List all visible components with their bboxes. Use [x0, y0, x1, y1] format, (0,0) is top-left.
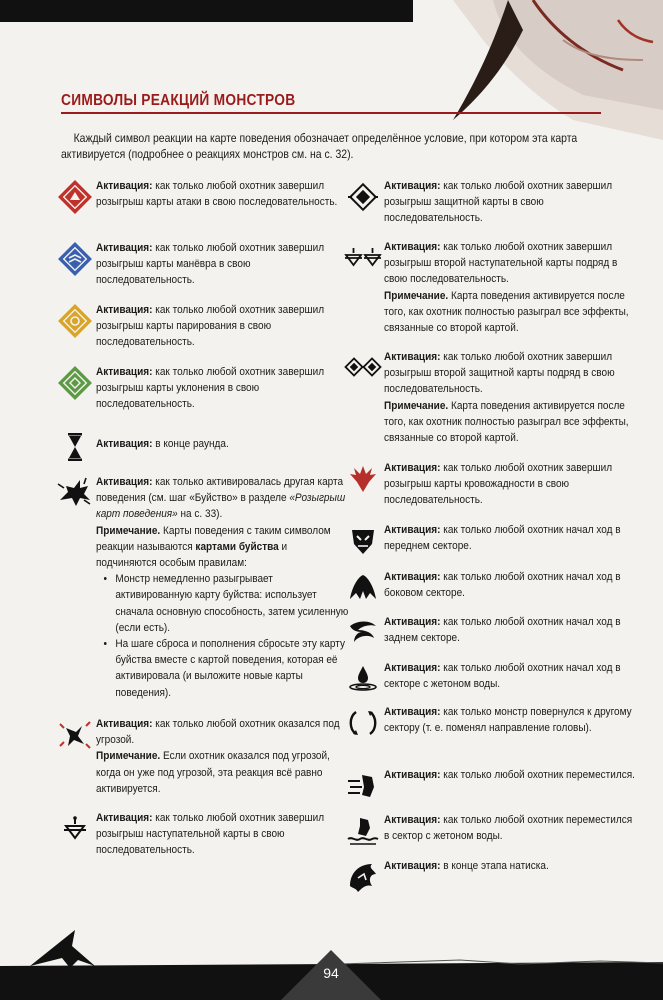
activation-label: Активация: — [384, 524, 441, 536]
defensive-card-icon — [344, 178, 382, 216]
water-token-icon — [344, 660, 382, 698]
reaction-text: как только любой охотник переместился в сектор с жетоном воды. — [384, 814, 633, 843]
reaction-text: как только любой охотник завершил розыгрыш карты манёвра в свою последовательность. — [96, 242, 325, 287]
top-border-band — [0, 0, 470, 22]
activation-label: Активация: — [96, 304, 153, 316]
activation-label: Активация: — [384, 571, 441, 583]
reaction-text: как только любой охотник завершил розыгрыш наступательной карты в свою последовательность. — [96, 812, 325, 857]
reaction-text: как только активировалась другая карта поведения (см. шаг «Буйство» в разделе — [96, 476, 344, 505]
activation-label: Активация: — [384, 616, 441, 628]
yellow-diamond-parry-icon — [56, 302, 94, 340]
hourglass-icon — [56, 428, 94, 466]
title-underline — [61, 112, 601, 114]
activation-label: Активация: — [384, 351, 441, 363]
list-item: • На шаге сброса и пополнения сбросьте эту карту буйства вместе с картой поведения, которая её активировала (и выложите новые карты поведения). — [115, 636, 348, 701]
activation-label: Активация: — [96, 438, 153, 450]
reaction-text: в конце этапа натиска. — [443, 860, 549, 872]
reaction-text: как только любой охотник завершил розыгрыш карты уклонения в свою последовательность. — [96, 366, 325, 411]
activation-label: Активация: — [96, 812, 153, 824]
reaction-text: как только любой охотник переместился. — [443, 769, 635, 781]
reaction-text: в конце раунда. — [155, 438, 229, 450]
note-label: Примечание. — [384, 289, 449, 302]
activation-label: Активация: — [384, 662, 441, 674]
note-text: Карта поведения активируется после того, как охотник полностью разыграл все эффекты, связанные со второй картой. — [384, 289, 629, 335]
activation-label: Активация: — [384, 769, 441, 781]
note-label: Примечание. — [96, 524, 161, 537]
reaction-text: как только любой охотник начал ход в заднем секторе. — [384, 616, 621, 645]
monster-turn-icon — [344, 704, 382, 742]
activation-label: Активация: — [384, 860, 441, 872]
note-text-bold: картами буйства — [195, 540, 279, 553]
reaction-text: как только любой охотник завершил розыгрыш защитной карты в свою последовательность. — [384, 180, 613, 225]
reaction-text: как только любой охотник завершил розыгрыш второй наступательной карты подряд в свою последовательность. — [384, 241, 618, 286]
note-text: Если охотник оказался под угрозой, когда он уже под угрозой, эта реакция всё равно активируется. — [96, 750, 330, 795]
red-diamond-attack-icon — [56, 178, 94, 216]
activation-label: Активация: — [96, 366, 153, 378]
note-text: Карта поведения активируется после того, как охотник полностью разыграл все эффекты, связанные со второй картой. — [384, 399, 629, 445]
activation-label: Активация: — [96, 718, 153, 730]
side-sector-icon — [344, 569, 382, 607]
monster-art-corner — [413, 0, 663, 140]
blue-diamond-maneuver-icon — [56, 240, 94, 278]
activation-label: Активация: — [384, 706, 441, 718]
double-defensive-icon — [344, 349, 382, 387]
activation-label: Активация: — [96, 180, 153, 192]
monster-rampage-icon — [56, 474, 94, 512]
reaction-text: как только монстр повернулся к другому сектору (т. е. поменял направление головы). — [384, 706, 632, 735]
rampage-rules-list — [96, 571, 349, 701]
hunter-moved-icon — [344, 767, 382, 805]
intro-paragraph: Каждый символ реакции на карте поведения обозначает определённое условие, при котором эта карта активируется (подробнее о реакциях монстров см. на с. 32). — [61, 132, 578, 161]
list-item: • Монстр немедленно разыгрывает активированную карту буйства: использует сначала основную способность, затем усиленную (если есть). — [115, 571, 348, 636]
hunter-moved-water-icon — [344, 812, 382, 850]
hunter-threatened-icon — [56, 716, 94, 754]
reaction-text: как только любой охотник начал ход в боковом секторе. — [384, 571, 621, 600]
note-label: Примечание. — [384, 399, 449, 412]
reaction-text: как только любой охотник завершил розыгрыш карты кровожадности в свою последовательность. — [384, 462, 613, 507]
activation-label: Активация: — [384, 814, 441, 826]
bloodlust-icon — [344, 460, 382, 498]
reaction-text-italic: «Розыгрыш карт поведения» — [96, 492, 346, 521]
activation-label: Активация: — [96, 476, 153, 488]
rear-sector-icon — [344, 614, 382, 652]
reaction-text: как только любой охотник завершил розыгрыш карты парирования в свою последовательность. — [96, 304, 325, 349]
front-sector-icon — [344, 522, 382, 560]
activation-label: Активация: — [96, 242, 153, 254]
note-text: и подчиняются особым правилам: — [96, 540, 288, 570]
reaction-text: на с. 33). — [177, 508, 223, 521]
reaction-text: как только любой охотник оказался под угрозой. — [96, 718, 340, 747]
reaction-text: как только любой охотник завершил розыгрыш второй защитной карты подряд в свою последовательность. — [384, 351, 615, 396]
onslaught-end-icon — [344, 858, 382, 896]
activation-label: Активация: — [384, 241, 441, 253]
reaction-text: как только любой охотник начал ход в секторе с жетоном воды. — [384, 662, 621, 691]
reaction-text: как только любой охотник завершил розыгрыш карты атаки в свою последовательность. — [96, 180, 338, 209]
note-label: Примечание. — [96, 750, 161, 763]
activation-label: Активация: — [384, 462, 441, 474]
reaction-text: как только любой охотник начал ход в переднем секторе. — [384, 524, 621, 553]
double-offensive-icon — [344, 239, 382, 277]
note-text: Карты поведения с таким символом реакции называются — [96, 524, 331, 553]
page-title: СИМВОЛЫ РЕАКЦИЙ МОНСТРОВ — [61, 92, 296, 109]
activation-label: Активация: — [384, 180, 441, 192]
page-number: 94 — [323, 965, 339, 981]
offensive-card-icon — [56, 810, 94, 848]
green-diamond-dodge-icon — [56, 364, 94, 402]
